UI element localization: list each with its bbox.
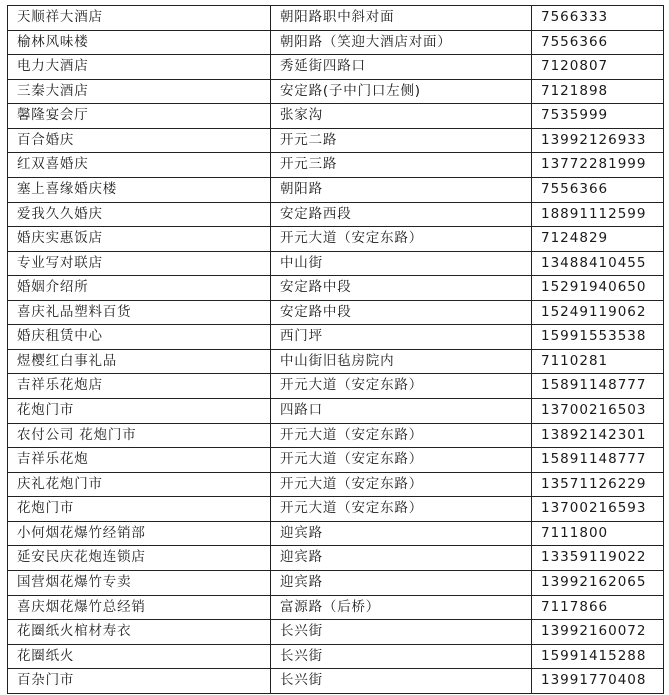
phone-cell: 13992160072 xyxy=(532,620,664,645)
address-cell: 开元二路 xyxy=(271,128,532,153)
address-cell: 开元大道（安定东路） xyxy=(271,497,532,522)
business-name-cell: 专业写对联店 xyxy=(8,251,271,276)
business-name-cell: 延安民庆花炮连锁店 xyxy=(8,546,271,571)
phone-cell: 7117866 xyxy=(532,595,664,620)
table-row xyxy=(8,448,664,473)
table-row xyxy=(8,669,664,694)
phone-cell: 13992126933 xyxy=(532,128,664,153)
table-row xyxy=(8,251,664,276)
business-name-cell: 婚姻介绍所 xyxy=(8,276,271,301)
phone-cell: 13488410455 xyxy=(532,251,664,276)
phone-cell: 7124829 xyxy=(532,227,664,252)
business-name-cell: 花炮门市 xyxy=(8,399,271,424)
business-name-cell: 花圈纸火 xyxy=(8,644,271,669)
address-cell: 长兴街 xyxy=(271,620,532,645)
address-cell: 迎宾路 xyxy=(271,521,532,546)
business-name-cell: 国营烟花爆竹专卖 xyxy=(8,570,271,595)
business-name-cell: 馨隆宴会厅 xyxy=(8,104,271,129)
table-row xyxy=(8,227,664,252)
phone-cell: 13991770408 xyxy=(532,669,664,694)
table-row xyxy=(8,349,664,374)
address-cell: 开元大道（安定东路） xyxy=(271,472,532,497)
address-cell: 开元大道（安定东路） xyxy=(271,227,532,252)
table-row xyxy=(8,595,664,620)
business-name-cell: 百合婚庆 xyxy=(8,128,271,153)
directory-body xyxy=(8,6,664,694)
business-name-cell: 电力大酒店 xyxy=(8,55,271,80)
address-cell: 朝阳路职中斜对面 xyxy=(271,6,532,31)
table-row xyxy=(8,620,664,645)
business-name-cell: 喜庆烟花爆竹总经销 xyxy=(8,595,271,620)
business-name-cell: 榆林风味楼 xyxy=(8,30,271,55)
business-name-cell: 爱我久久婚庆 xyxy=(8,202,271,227)
table-row xyxy=(8,177,664,202)
table-row xyxy=(8,202,664,227)
phone-cell: 15291940650 xyxy=(532,276,664,301)
business-name-cell: 吉祥乐花炮店 xyxy=(8,374,271,399)
phone-cell: 13772281999 xyxy=(532,153,664,178)
address-cell: 长兴街 xyxy=(271,644,532,669)
phone-cell: 15891148777 xyxy=(532,374,664,399)
address-cell: 长兴街 xyxy=(271,669,532,694)
table-row xyxy=(8,79,664,104)
business-name-cell: 煜樱红白事礼品 xyxy=(8,349,271,374)
address-cell: 迎宾路 xyxy=(271,570,532,595)
table-row xyxy=(8,644,664,669)
table-row xyxy=(8,325,664,350)
phone-cell: 13359119022 xyxy=(532,546,664,571)
address-cell: 安定路中段 xyxy=(271,300,532,325)
business-name-cell: 庆礼花炮门市 xyxy=(8,472,271,497)
phone-cell: 7110281 xyxy=(532,349,664,374)
business-name-cell: 三秦大酒店 xyxy=(8,79,271,104)
address-cell: 安定路西段 xyxy=(271,202,532,227)
address-cell: 开元大道（安定东路） xyxy=(271,374,532,399)
address-cell: 中山街旧毡房院内 xyxy=(271,349,532,374)
table-row xyxy=(8,570,664,595)
business-name-cell: 小何烟花爆竹经销部 xyxy=(8,521,271,546)
business-name-cell: 花圈纸火棺材寿衣 xyxy=(8,620,271,645)
phone-cell: 13892142301 xyxy=(532,423,664,448)
address-cell: 朝阳路 xyxy=(271,177,532,202)
phone-cell: 15991553538 xyxy=(532,325,664,350)
address-cell: 四路口 xyxy=(271,399,532,424)
phone-cell: 15991415288 xyxy=(532,644,664,669)
table-row xyxy=(8,497,664,522)
table-row xyxy=(8,55,664,80)
business-name-cell: 花炮门市 xyxy=(8,497,271,522)
table-row xyxy=(8,276,664,301)
business-name-cell: 喜庆礼品塑料百货 xyxy=(8,300,271,325)
address-cell: 开元大道（安定东路） xyxy=(271,448,532,473)
phone-cell: 7556366 xyxy=(532,30,664,55)
table-row xyxy=(8,6,664,31)
table-row xyxy=(8,30,664,55)
address-cell: 张家沟 xyxy=(271,104,532,129)
phone-cell: 13992162065 xyxy=(532,570,664,595)
table-row xyxy=(8,104,664,129)
phone-cell: 7556366 xyxy=(532,177,664,202)
table-row xyxy=(8,374,664,399)
address-cell: 秀延街四路口 xyxy=(271,55,532,80)
phone-cell: 7535999 xyxy=(532,104,664,129)
business-name-cell: 塞上喜缘婚庆楼 xyxy=(8,177,271,202)
address-cell: 安定路(子中门口左侧) xyxy=(271,79,532,104)
address-cell: 中山街 xyxy=(271,251,532,276)
address-cell: 富源路（后桥） xyxy=(271,595,532,620)
address-cell: 开元三路 xyxy=(271,153,532,178)
table-row xyxy=(8,546,664,571)
business-name-cell: 天顺祥大酒店 xyxy=(8,6,271,31)
business-name-cell: 婚庆租赁中心 xyxy=(8,325,271,350)
address-cell: 安定路中段 xyxy=(271,276,532,301)
table-row xyxy=(8,521,664,546)
address-cell: 迎宾路 xyxy=(271,546,532,571)
table-row xyxy=(8,472,664,497)
phone-cell: 18891112599 xyxy=(532,202,664,227)
phone-cell: 13571126229 xyxy=(532,472,664,497)
phone-cell: 7120807 xyxy=(532,55,664,80)
table-row xyxy=(8,399,664,424)
business-name-cell: 吉祥乐花炮 xyxy=(8,448,271,473)
address-cell: 朝阳路（笑迎大酒店对面） xyxy=(271,30,532,55)
business-name-cell: 农付公司 花炮门市 xyxy=(8,423,271,448)
table-row xyxy=(8,423,664,448)
table-row xyxy=(8,300,664,325)
phone-cell: 13700216593 xyxy=(532,497,664,522)
business-name-cell: 红双喜婚庆 xyxy=(8,153,271,178)
address-cell: 开元大道（安定东路） xyxy=(271,423,532,448)
phone-cell: 7121898 xyxy=(532,79,664,104)
business-name-cell: 百杂门市 xyxy=(8,669,271,694)
table-row xyxy=(8,153,664,178)
table-row xyxy=(8,128,664,153)
business-directory-table xyxy=(7,5,664,694)
business-name-cell: 婚庆实惠饭店 xyxy=(8,227,271,252)
phone-cell: 13700216503 xyxy=(532,399,664,424)
phone-cell: 15249119062 xyxy=(532,300,664,325)
phone-cell: 15891148777 xyxy=(532,448,664,473)
phone-cell: 7566333 xyxy=(532,6,664,31)
phone-cell: 7111800 xyxy=(532,521,664,546)
address-cell: 西门坪 xyxy=(271,325,532,350)
